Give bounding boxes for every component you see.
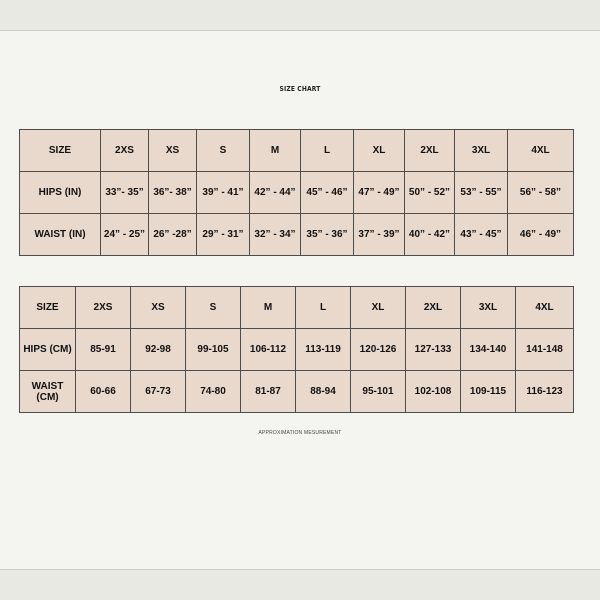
table-cell: 88-94 [296,371,351,413]
page-title: SIZE CHART [279,85,321,93]
header-cell: XL [354,130,405,172]
table-cell: 35” - 36” [301,214,354,256]
table-cell: 92-98 [131,329,186,371]
table-cell: 50” - 52” [405,172,455,214]
table-cell: 40” - 42” [405,214,455,256]
table-cell: 45” - 46” [301,172,354,214]
size-table-inches [19,129,574,256]
table-cell: 24” - 25” [101,214,149,256]
table-cell: 29” - 31” [197,214,250,256]
table-cell: 127-133 [406,329,461,371]
table-cell: 60-66 [76,371,131,413]
header-cell: S [186,287,241,329]
table-cell: 42” - 44” [250,172,301,214]
size-table-cm [19,286,574,413]
table-row [20,329,574,371]
header-cell: 3XL [461,287,516,329]
table-cell: 39” - 41” [197,172,250,214]
table-cell: 134-140 [461,329,516,371]
table-cell: 67-73 [131,371,186,413]
header-cell: 4XL [508,130,574,172]
header-cell: S [197,130,250,172]
header-cell: 2XS [101,130,149,172]
header-cell: SIZE [20,130,101,172]
row-label-cell: WAIST (CM) [20,371,76,413]
footnote: APPROXIMATION MESUREMENT [258,430,342,436]
table-cell: 95-101 [351,371,406,413]
table-cell: 113-119 [296,329,351,371]
table-cell: 47” - 49” [354,172,405,214]
header-cell: 3XL [455,130,508,172]
table-cell: 32” - 34” [250,214,301,256]
header-cell: M [250,130,301,172]
header-cell: XS [131,287,186,329]
header-cell: L [301,130,354,172]
header-row [20,287,574,329]
table-row [20,214,574,256]
table-cell: 74-80 [186,371,241,413]
table-cell: 106-112 [241,329,296,371]
table-cell: 37” - 39” [354,214,405,256]
table-cell: 43” - 45” [455,214,508,256]
table-row [20,172,574,214]
table-cell: 141-148 [516,329,574,371]
table-cell: 109-115 [461,371,516,413]
row-label-cell: WAIST (IN) [20,214,101,256]
header-cell: M [241,287,296,329]
header-cell: 2XL [405,130,455,172]
table-cell: 53” - 55” [455,172,508,214]
header-cell: 2XS [76,287,131,329]
table-row [20,371,574,413]
table-cell: 120-126 [351,329,406,371]
row-label-cell: HIPS (IN) [20,172,101,214]
table-cell: 85-91 [76,329,131,371]
table-cell: 33”- 35” [101,172,149,214]
size-chart-sheet [0,30,600,570]
header-cell: 4XL [516,287,574,329]
header-cell: 2XL [406,287,461,329]
table-cell: 81-87 [241,371,296,413]
table-cell: 102-108 [406,371,461,413]
table-cell: 46” - 49” [508,214,574,256]
table-cell: 99-105 [186,329,241,371]
table-cell: 116-123 [516,371,574,413]
header-row [20,130,574,172]
table-cell: 56” - 58” [508,172,574,214]
table-cell: 36”- 38” [149,172,197,214]
header-cell: XS [149,130,197,172]
header-cell: SIZE [20,287,76,329]
header-cell: L [296,287,351,329]
header-cell: XL [351,287,406,329]
table-cell: 26” -28” [149,214,197,256]
row-label-cell: HIPS (CM) [20,329,76,371]
